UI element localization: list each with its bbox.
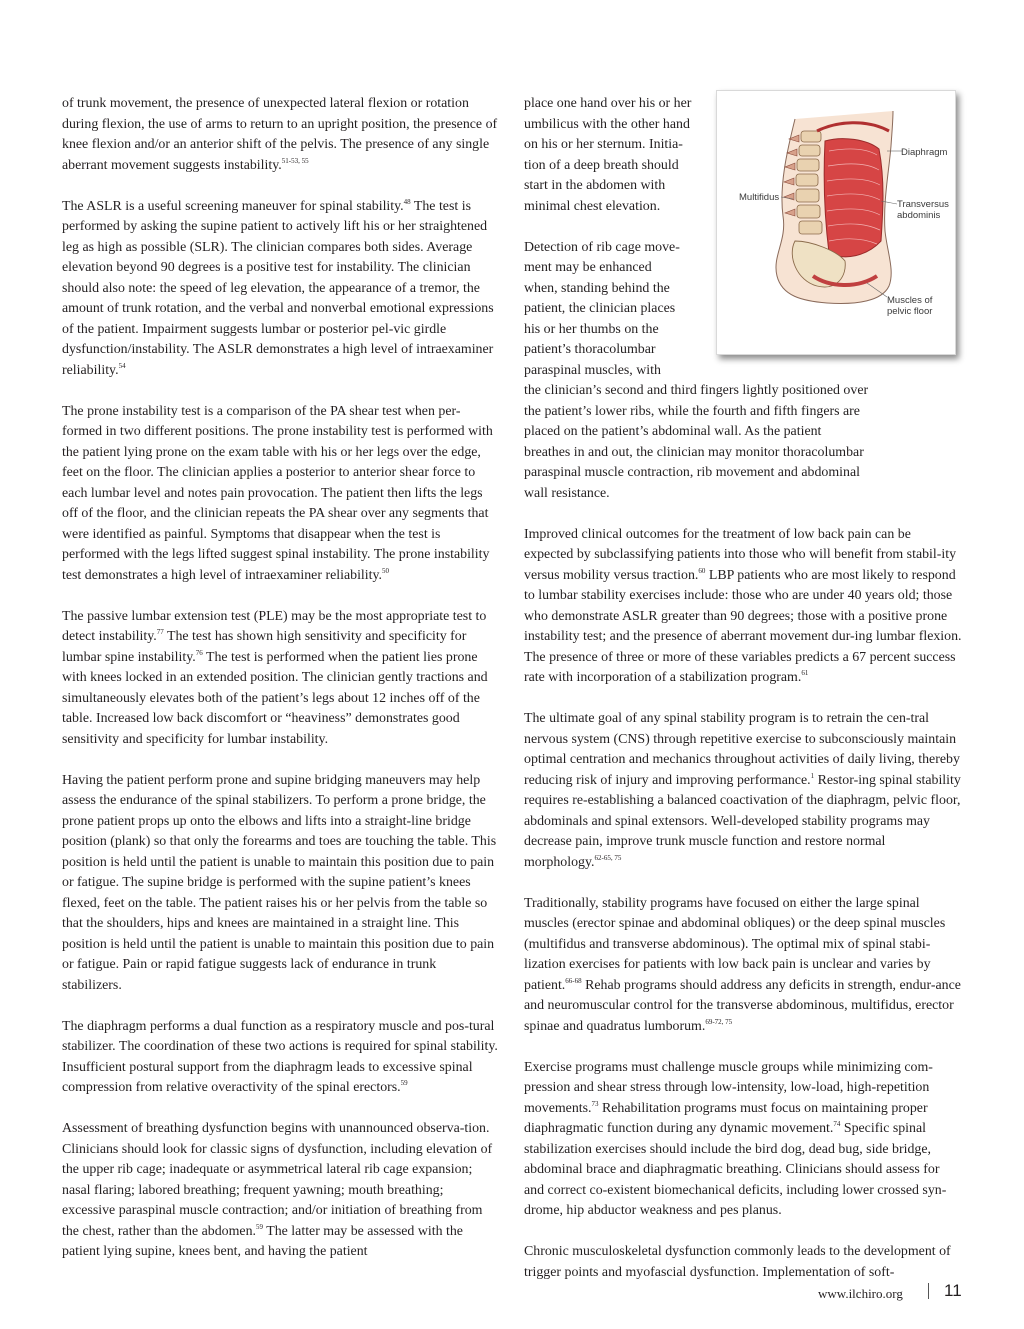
left-column [62, 94, 498, 1283]
paragraph-breathing-assessment: Assessment of breathing dysfunction begins with unannounced observa-tion. Clinicians should look for classic signs of dysfunction, including elevation of the upper rib cage; inadequate or asymmetrical lateral rib cage expansion; nasal flaring; labored breathing; frequent yawning; mouth breathing; excessive paraspinal muscle contraction; and/or initiation of breathing from the chest, rather than the abdomen.$^{59}$ The latter may be assessed with the patient lying supine, knees bent, and having the patient [62, 1121, 493, 1259]
label-multifidus: Multifidus [739, 192, 780, 203]
paragraph-ultimate-goal: The ultimate goal of any spinal stability program is to retrain the cen-tral nervous system (CNS) through repetitive exercise to subconsciously maintain optimal centration and mechanics throughout activities of daily living, thereby reducing risk of injury and improving performance.$^1$ Restor-ing spinal stability requires re-establishing a balanced coactivation of the diaphragm, pelvic floor, abdominals and spinal extensors. Well-developed stability programs may decrease pain, improve trunk muscle function and restore normal morphology.$^{62-65, 75}$ [524, 711, 961, 870]
label-transversus: Transversus [897, 199, 949, 210]
paragraph-clinical-outcomes: Improved clinical outcomes for the treatment of low back pain can be expected by subclassifying patients into those who will benefit from stabil-ity versus mobility versus traction.$^{60}$ LBP patients who are most likely to respond to lumbar stability exercises include: those who are under 40 years old; those who demonstrate ASLR greater than 90 degrees; those with a positive prone instability test; and the presence of aberrant movement dur-ing lumbar flexion. The presence of three or more of these variables predicts a 67 percent success rate with incorporation of a stabilization program.$^{61}$ [524, 526, 962, 685]
paragraph-exercise-programs: Exercise programs must challenge muscle groups while minimizing com-pression and shear stress through low-intensity, low-load, high-repetition movements.$^{73}$ Rehabilitation programs must focus on maintaining proper diaphragmatic function during any dynamic movement.$^{74}$ Specific spinal stabilization exercises should include the bird dog, dead bug, side bridge, abdominal brace and diaphragmatic breathing. Clinicians should assess for and correct co-existent biomechanical deficits, including lower crossed syn-drome, hip abductor weakness and pes planus. [524, 1059, 947, 1218]
paragraph-passive-lumbar-extension: The passive lumbar extension test (PLE) may be the most appropriate test to detect instability.$^{77}$ The test has shown high sensitivity and specificity for lumbar spine instability.$^{76}$ The test is performed when the patient lies prone with knees locked in an extended position. The clinician gently tractions and simultaneously elevates both of the patient’s legs about 12 inches off of the table. Increased low back discomfort or “heaviness” demonstrates good sensitivity and specificity for lumbar instability. [62, 608, 488, 747]
paragraph-bridging: Having the patient perform prone and supine bridging maneuvers may help assess the endurance of the spinal stabilizers. To perform a prone bridge, the prone patient props up onto the elbows and lifts into a straight-line bridge position (plank) so that only the forearms and toes are touching the table. This position is held until the patient is unable to maintain this position due to pain or fatigue. The supine bridge is performed with the supine patient’s knees flexed, feet on the table. The patient raises his or her pelvis from the table so that the shoulders, hips and knees are maintained in a straight line. This position is held until the patient is unable to maintain this position due to pain or fatigue. Pain or rapid fatigue suggests lack of endurance in trunk stabilizers. [62, 772, 497, 993]
footer-divider [928, 1283, 929, 1299]
footer-url: www.ilchiro.org [818, 1286, 903, 1301]
paragraph-aslr: The ASLR is a useful screening maneuver for spinal stability.$^{48}$ The test is performed by asking the supine patient to actively lift his or her straightened leg as high as possible (SLR). The clinician compares both sides. Average elevation beyond 90 degrees is a positive test for instability. The clinician should also note: the speed of leg elevation, the appearance of a tremor, the amount of trunk rotation, and the verbal and nonverbal emotional expressions of the patient. Impairment suggests lumbar or posterior pel-vic girdle dysfunction/instability. The ASLR demonstrates a high level of intraexaminer reliability.$^{54}$ [62, 197, 494, 378]
text-line: minimal chest elevation. [524, 198, 661, 214]
text-line: patient, the clinician places [524, 301, 676, 316]
paragraph-prone-instability: The prone instability test is a comparison of the PA shear test when per-formed in two different positions. The prone instability test is performed with the patient lying prone on the exam table with his or her legs over the edge, feet on the floor. The clinician applies a posterior to anterior shear force to each lumbar level and notes pain provocation. The patient then lifts the legs off of the floor, and the clinician repeats the PA shear over any segments that were identified as painful. Symptoms that disappear when the test is performed with the legs lifted suggest spinal instability. The prone instability test demonstrates a high level of intraexaminer reliability.$^{50}$ [62, 403, 493, 583]
page-number: 11 [944, 1281, 962, 1300]
text-line: paraspinal muscles, with [524, 362, 661, 378]
paragraph-traditional-programs: Traditionally, stability programs have focused on either the large spinal muscles (erector spinae and abdominal obliques) or the deep spinal muscles (multifidus and transverse abdominous). The optimal mix of spinal stabi-lization exercises for patients with low back pain is unclear and varies by patient.$^{66-68}$ Rehab programs should address any deficits in strength, endur-ance and neuromuscular control for the transverse abdominous, multifidus, erector spinae and quadratus lumborum.$^{69-72, 75}$ [524, 895, 961, 1034]
text-line: place one hand over his or her [524, 96, 692, 111]
text-line: patient’s thoracolumbar [524, 342, 656, 357]
text-line: Detection of rib cage move- [524, 239, 680, 255]
text-line: his or her thumbs on the [524, 321, 659, 337]
label-diaphragm: Diaphragm [901, 147, 948, 158]
text-line: ment may be enhanced [524, 260, 652, 275]
text-line: tion of a deep breath should [524, 157, 679, 173]
label-pelvic-floor: pelvic floor [887, 306, 933, 317]
text-line: on his or her sternum. Initia- [524, 137, 683, 152]
text-line: when, standing behind the [524, 280, 670, 296]
text-line: umbilicus with the other hand [524, 116, 690, 132]
anatomy-figure [716, 90, 956, 355]
label-muscles-of: Muscles of [887, 295, 933, 306]
text-continuation: the clinician’s second and third fingers lightly positioned over the patient’s lower ribs, while the fourth and fifth fingers are placed on the patient’s abdominal wall. As the patient breathes in and out, the clinician may monitor thoracolumbar paraspinal muscle contraction, rib movement and abdominal wall resistance. [524, 383, 869, 501]
paragraph-aberrant-movement: of trunk movement, the presence of unexpected lateral flexion or rotation during flexion, the use of arms to return to an upright position, the presence of knee flexion and/or an anterior shift of the pelvis. The presence of any single aberrant movement suggests instability.$^{51-53, 55}$ [62, 96, 498, 173]
label-abdominis: abdominis [897, 210, 941, 221]
text-line: start in the abdomen with [524, 178, 666, 193]
paragraph-diaphragm: The diaphragm performs a dual function as a respiratory muscle and pos-tural stabilizer. The coordination of these two actions is required for spinal stability. Insufficient postural support from the diaphragm leads to excessive spinal compression from relative overactivity of the spinal erectors.$^{59}$ [62, 1018, 498, 1095]
paragraph-chronic-dysfunction: Chronic musculoskeletal dysfunction commonly leads to the development of trigger points and myofascial dysfunction. Implementation of soft- [524, 1244, 951, 1280]
